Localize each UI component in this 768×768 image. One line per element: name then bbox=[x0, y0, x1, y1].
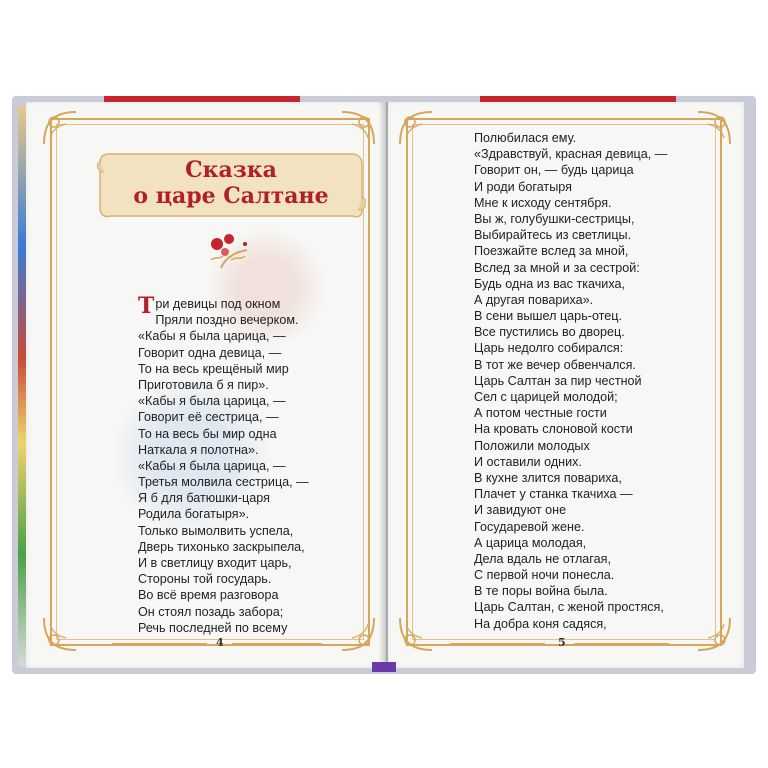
khokhloma-ornament-icon bbox=[201, 230, 257, 274]
page-number-rule bbox=[450, 643, 545, 645]
verse-line: «Кабы я была царица, — bbox=[138, 394, 286, 409]
verse-line: Вслед за мной и за сестрой: bbox=[474, 260, 640, 275]
verse-line: И завидуют оне bbox=[474, 503, 567, 518]
verse-line: Только вымолвить успела, bbox=[138, 523, 294, 538]
verse-line: И роди богатыря bbox=[474, 179, 572, 194]
verse-line: Третья молвила сестрица, — bbox=[138, 475, 309, 490]
bookmark-ribbon bbox=[372, 662, 396, 672]
verse-line: И в светлицу входит царь, bbox=[138, 556, 292, 570]
verse-line: Плачет у станка ткачиха — bbox=[474, 487, 633, 502]
verse-line: Царь Салтан за пир честной bbox=[474, 373, 642, 388]
verse-line: И оставили одних. bbox=[474, 454, 582, 469]
verse-line: Положили молодых bbox=[474, 438, 590, 453]
page-4 bbox=[26, 102, 386, 668]
verse-line: Во всё время разговора bbox=[138, 588, 279, 603]
page-number-rule bbox=[112, 643, 207, 645]
title-scroll bbox=[96, 148, 366, 222]
verse-line: Говорит одна девица, — bbox=[138, 345, 282, 360]
verse-line: «Здравствуй, красная девица, — bbox=[474, 147, 668, 162]
verse-line: Сел с царицей молодой; bbox=[474, 390, 618, 404]
verse-line: Царь Салтан, с женой простяся, bbox=[474, 600, 664, 615]
verse-line: «Кабы я была царица, — bbox=[138, 458, 286, 473]
verse-line: А потом честные гости bbox=[474, 406, 607, 421]
verse-line: Он стоял позадь забора; bbox=[138, 604, 284, 619]
verse-line: А другая повариха». bbox=[474, 292, 594, 307]
verse-line: «Кабы я была царица, — bbox=[138, 329, 286, 344]
verse-line: Государевой жене. bbox=[474, 519, 585, 534]
verse-left bbox=[138, 293, 309, 636]
verse-line: То на весь бы мир одна bbox=[138, 426, 277, 441]
drop-cap: Т bbox=[138, 293, 155, 319]
verse-line: Дверь тихонько заскрыпела, bbox=[138, 539, 305, 554]
verse-line: На кровать слоновой кости bbox=[474, 422, 633, 437]
verse-line: Вы ж, голубушки-сестрицы, bbox=[474, 211, 635, 226]
verse-line: Говорит её сестрица, — bbox=[138, 410, 279, 425]
verse-line: Будь одна из вас ткачиха, bbox=[474, 276, 626, 291]
verse-line: Я б для батюшки-царя bbox=[138, 491, 270, 506]
verse-line: Родила богатыря». bbox=[138, 507, 250, 522]
verse-line: Выбирайтесь из светлицы. bbox=[474, 228, 632, 243]
corner-flourish-icon bbox=[40, 614, 80, 654]
verse-line: В те поры война была. bbox=[474, 584, 608, 599]
verse-line: Приготовила б я пир». bbox=[138, 377, 269, 392]
page-number: 4 bbox=[216, 636, 224, 649]
corner-flourish-icon bbox=[694, 108, 734, 148]
verse-line: То на весь крещёный мир bbox=[138, 361, 289, 376]
corner-flourish-icon bbox=[40, 108, 80, 148]
verse-line: Говорит он, — будь царица bbox=[474, 163, 634, 178]
page-number: 5 bbox=[558, 636, 566, 649]
page-number-rule bbox=[232, 643, 322, 645]
verse-line: Дела вдаль не отлагая, bbox=[474, 551, 611, 566]
verse-line: Речь последней по всему bbox=[138, 620, 288, 635]
story-title-line1: Сказка bbox=[185, 157, 277, 183]
verse-right bbox=[474, 130, 667, 632]
story-title-line2: о царе Салтане bbox=[133, 183, 329, 209]
corner-flourish-icon bbox=[338, 614, 378, 654]
corner-flourish-icon bbox=[396, 108, 436, 148]
verse-line: Царь недолго собирался: bbox=[474, 341, 624, 356]
first-line-text: ри девицы под окном bbox=[155, 297, 281, 311]
corner-flourish-icon bbox=[338, 108, 378, 148]
verse-line: На добра коня садяся, bbox=[474, 616, 607, 631]
corner-flourish-icon bbox=[694, 614, 734, 654]
verse-line: В тот же вечер обвенчался. bbox=[474, 357, 636, 372]
verse-line: В кухне злится повариха, bbox=[474, 470, 622, 485]
verse-line: А царица молодая, bbox=[474, 535, 587, 550]
page-5 bbox=[388, 102, 744, 668]
page-number-rule bbox=[574, 643, 669, 645]
verse-line: Стороны той государь. bbox=[138, 572, 272, 587]
verse-line: В сени вышел царь-отец. bbox=[474, 309, 623, 324]
verse-line: Пряли поздно вечерком. bbox=[155, 313, 299, 328]
verse-line: Поезжайте вслед за мной, bbox=[474, 244, 629, 259]
verse-line: Наткала я полотна». bbox=[138, 442, 259, 457]
verse-line bbox=[138, 293, 309, 319]
verse-line: Мне к исходу сентября. bbox=[474, 195, 612, 210]
verse-line: С первой ночи понесла. bbox=[474, 568, 615, 583]
open-book bbox=[12, 96, 756, 674]
verse-line: Все пустились во дворец. bbox=[474, 325, 625, 340]
verse-line: Полюбилася ему. bbox=[474, 131, 577, 145]
corner-flourish-icon bbox=[396, 614, 436, 654]
